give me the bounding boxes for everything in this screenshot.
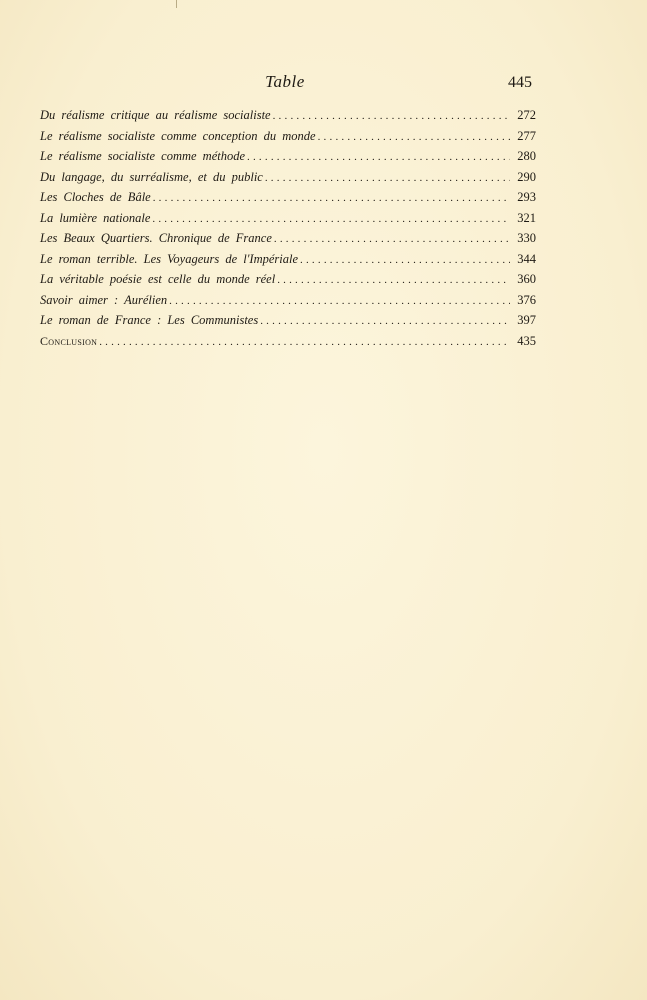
toc-entry-title: Du langage, du surréalisme, et du public — [40, 169, 263, 184]
toc-entry-page: 330 — [517, 231, 536, 245]
toc-entry-page: 360 — [517, 272, 536, 286]
toc-entry — [40, 170, 536, 191]
toc-entry-title: Le roman de France : Les Communistes — [40, 313, 259, 327]
toc-entry-page: 280 — [517, 149, 536, 163]
page-mark — [176, 0, 177, 8]
dot-leader — [318, 131, 510, 143]
toc-entry-title: Les Cloches de Bâle — [40, 190, 151, 204]
toc-entry-page: 321 — [517, 210, 536, 225]
toc-entry — [40, 211, 536, 232]
dot-leader — [300, 254, 510, 266]
toc-entry — [40, 272, 536, 293]
toc-entry — [40, 108, 536, 129]
toc-entry-page: 277 — [517, 128, 536, 143]
toc-entry — [40, 313, 536, 334]
toc-entry-title: La véritable poésie est celle du monde réel — [40, 272, 276, 286]
dot-leader — [169, 295, 510, 307]
dot-leader — [274, 233, 510, 245]
toc-entry-page: 344 — [517, 251, 536, 266]
toc-entry — [40, 252, 536, 273]
dot-leader — [153, 192, 510, 204]
toc-entry — [40, 190, 536, 211]
toc-entry-page: 293 — [517, 190, 536, 204]
toc-entry-title: Conclusion — [40, 333, 98, 348]
page-number: 445 — [508, 74, 532, 91]
toc-entry-page: 435 — [517, 333, 536, 348]
toc-entry — [40, 129, 536, 150]
toc-entry — [40, 149, 536, 170]
dot-leader — [265, 172, 510, 184]
dot-leader — [99, 336, 510, 348]
dot-leader — [247, 151, 510, 163]
table-of-contents — [40, 108, 536, 354]
toc-entry-page: 397 — [517, 313, 536, 327]
toc-entry-title: Le réalisme socialiste comme conception du monde — [40, 128, 316, 143]
toc-entry-title: Le roman terrible. Les Voyageurs de l'Impériale — [40, 251, 299, 266]
toc-entry-page: 272 — [517, 108, 536, 122]
dot-leader — [260, 315, 510, 327]
dot-leader — [152, 213, 510, 225]
toc-entry — [40, 231, 536, 252]
toc-entry-page: 290 — [517, 169, 536, 184]
toc-entry — [40, 293, 536, 314]
running-title: Table — [265, 72, 305, 91]
dot-leader — [277, 274, 510, 286]
toc-entry-title: Le réalisme socialiste comme méthode — [40, 149, 246, 163]
toc-entry — [40, 334, 536, 355]
toc-entry-title: Savoir aimer : Aurélien — [40, 292, 168, 307]
toc-entry-title: La lumière nationale — [40, 210, 151, 225]
toc-entry-page: 376 — [517, 292, 536, 307]
toc-entry-title: Du réalisme critique au réalisme socialiste — [40, 108, 271, 122]
dot-leader — [273, 110, 510, 122]
toc-entry-title: Les Beaux Quartiers. Chronique de France — [40, 231, 272, 245]
